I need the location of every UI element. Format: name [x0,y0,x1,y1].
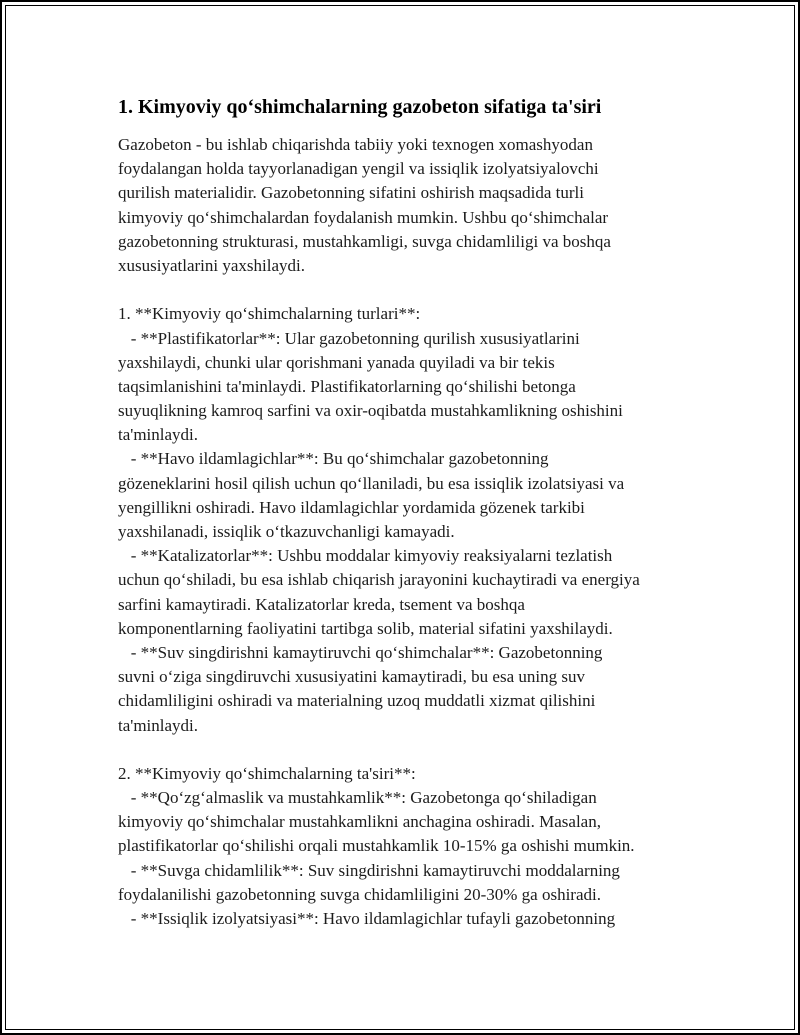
list-item-line: suyuqlikning kamroq sarfini va oxir-oqibatda mustahkamlikning oshishini [118,401,623,421]
list-item-katalizatorlar [118,544,640,641]
list-item-line: ta'minlaydi. [118,715,199,735]
list-item-line: - **Katalizatorlar**: Ushbu moddalar kimyoviy reaksiyalarni tezlatish [130,546,613,566]
list-item-line: taqsimlanishini ta'minlaydi. Plastifikatorlarning qo‘shilishi betonga [118,376,576,396]
blank-line [118,278,640,302]
paragraph-line: qurilish materialidir. Gazobetonning sifatini oshirish maqsadida turli [118,183,584,203]
paragraph-line: gazobetonning strukturasi, mustahkamligi, suvga chidamliligi va boshqa [118,231,611,251]
paragraph-line: kimyoviy qo‘shimchalardan foydalanish mumkin. Ushbu qo‘shimchalar [118,207,609,227]
list-item-line: - **Qo‘zg‘almaslik va mustahkamlik**: Gazobetonga qo‘shiladigan [130,788,597,808]
list-item-plastifikatorlar [118,327,640,448]
paragraph-line: Gazobeton - bu ishlab chiqarishda tabiiy yoki texnogen xomashyodan [118,135,593,154]
list-item-line: gözeneklarini hosil qilish uchun qo‘llaniladi, bu esa issiqlik izolatsiyasi va [118,473,625,493]
list-item-line: yengillikni oshiradi. Havo ildamlagichlar yordamida gözenek tarkibi [118,497,585,517]
list-item-suv-singdirish [118,641,640,738]
section-heading: 1. **Kimyoviy qo‘shimchalarning turlari**: [118,304,421,324]
list-item-line: yaxshilanadi, issiqlik o‘tkazuvchanligi kamayadi. [118,522,455,541]
paragraph-line: foydalangan holda tayyorlanadigan yengil va issiqlik izolyatsiyalovchi [118,159,599,179]
list-item-issiqlik-izolyatsiyasi [118,907,640,931]
list-item-line: - **Plastifikatorlar**: Ular gazobetonning qurilish xususiyatlarini [130,328,580,348]
section-effects [118,762,640,931]
list-item-line: kimyoviy qo‘shimchalar mustahkamlikni anchagina oshiradi. Masalan, [118,812,601,832]
intro-paragraph [118,133,640,278]
list-item-mustahkamlik [118,786,640,859]
list-item-line: ta'minlaydi. [118,425,199,445]
document-body [118,95,640,931]
list-item-suvga-chidamlilik [118,859,640,907]
list-item-line: - **Havo ildamlagichlar**: Bu qo‘shimchalar gazobetonning [130,449,549,469]
page-title: 1. Kimyoviy qo‘shimchalarning gazobeton sifatiga ta'siri [118,96,602,118]
list-item-line: uchun qo‘shiladi, bu esa ishlab chiqarish jarayonini kuchaytiradi va energiya [118,570,640,590]
list-item-line: sarfini kamaytiradi. Katalizatorlar kreda, tsement va boshqa [118,594,525,614]
paragraph-line: xususiyatlarini yaxshilaydi. [118,255,305,275]
list-item-line: suvni o‘ziga singdiruvchi xususiyatini kamaytiradi, bu esa uning suv [118,667,585,687]
list-item-line: chidamliligini oshiradi va materialning uzoq muddatli xizmat qilishini [118,691,596,711]
section-heading: 2. **Kimyoviy qo‘shimchalarning ta'siri**: [118,763,416,783]
list-item-line: yaxshilaydi, chunki ular qorishmani yanada quyiladi va bir tekis [118,352,555,372]
list-item-line: - **Suv singdirishni kamaytiruvchi qo‘shimchalar**: Gazobetonning [130,642,603,662]
section-types [118,302,640,737]
list-item-line: - **Suvga chidamlilik**: Suv singdirishni kamaytiruvchi moddalarning [130,860,620,880]
blank-line [118,738,640,762]
list-item-line: komponentlarning faoliyatini tartibga solib, material sifatini yaxshilaydi. [118,618,613,638]
list-item-line: foydalanilishi gazobetonning suvga chidamliligini 20-30% ga oshiradi. [118,884,601,904]
list-item-havo-ildamlagichlar [118,447,640,544]
list-item-line: - **Issiqlik izolyatsiyasi**: Havo ildamlagichlar tufayli gazobetonning [130,909,616,928]
list-item-line: plastifikatorlar qo‘shilishi orqali mustahkamlik 10-15% ga oshishi mumkin. [118,836,635,856]
